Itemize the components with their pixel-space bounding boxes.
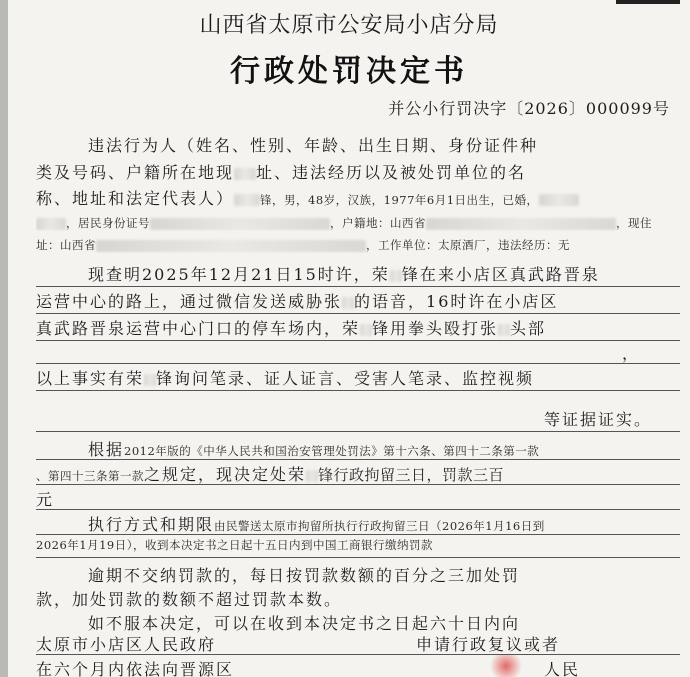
exec-l1b: 由民警送太原市拘留所执行行政拘留三日（2026年1月16日到 — [214, 519, 545, 533]
facts-line-6 — [36, 407, 680, 432]
appeal-l2a: 太原市小店区人民政府 — [36, 635, 217, 654]
facts-line-2 — [36, 289, 680, 314]
person-line-4a-text: ，居民身份证号 — [66, 216, 150, 230]
facts-line-4 — [36, 341, 680, 364]
facts-l1b: 锋在来小店区真武路晋泉 — [401, 265, 600, 284]
basis-line-1 — [36, 437, 680, 460]
redacted-address — [96, 240, 366, 252]
basis-l2a: 、第四十三条第一款 — [36, 469, 144, 483]
facts-line-1 — [36, 262, 680, 287]
appeal-line-1: 如不服本决定，可以在收到本决定书之日起六十日内向 — [88, 614, 521, 633]
issuing-office: 山西省太原市公安局小店分局 — [199, 13, 499, 38]
appeal-line-2 — [36, 632, 680, 655]
exec-line-2 — [36, 537, 680, 558]
redacted-text — [234, 168, 256, 180]
facts-l2b: 的语音，16时许在小店区 — [354, 292, 559, 311]
person-line-5a-text: 址：山西省 — [36, 238, 96, 252]
facts-l5b: 锋询问笔录、证人证言、受害人笔录、监控视频 — [156, 369, 535, 388]
redacted-text — [539, 194, 579, 206]
document-number: 并公小行罚决字〔2026〕000099号 — [388, 99, 670, 118]
person-line-4c-text: ，现住 — [616, 216, 652, 230]
person-line-4b-text: ，户籍地：山西省 — [330, 216, 426, 230]
redacted-text — [36, 218, 66, 230]
penalty-line-1: 逾期不交纳罚款的，每日按罚款数额的百分之三加处罚 — [88, 566, 521, 585]
person-line-3-text: 称、地址和法定代表人） — [36, 189, 235, 208]
appeal-line-3 — [36, 657, 680, 677]
person-line-5b-text: ，工作单位：太原酒厂，违法经历：无 — [366, 238, 570, 252]
facts-line-3 — [36, 316, 680, 341]
exec-l1a: 执行方式和期限 — [88, 515, 215, 534]
exec-l2: 2026年1月19日），收到本决定书之日起十五日内到中国工商银行缴纳罚款 — [36, 538, 433, 552]
appeal-l3a: 在六个月内依法向晋源区 — [36, 660, 235, 677]
person-line-2-text: 类及号码、户籍所在地现 — [36, 163, 235, 182]
facts-line-5 — [36, 366, 680, 391]
red-seal-stamp — [486, 655, 526, 677]
basis-l2b: 之规定，现决定处荣 — [144, 465, 307, 484]
redacted-text — [144, 374, 156, 386]
facts-l3: 真武路晋泉运营中心门口的停车场内，荣 — [36, 319, 361, 338]
redacted-text — [306, 470, 318, 482]
facts-l3b: 锋用拳头殴打张 — [372, 319, 499, 338]
person-line-2b-text: 址、违法经历以及被处罚单位的名 — [256, 163, 527, 182]
facts-l1: 现查明2025年12月21日15时许，荣 — [88, 265, 390, 284]
redacted-address — [426, 218, 616, 230]
penalty-line-2: 款，加处罚款的数额不超过罚款本数。 — [36, 590, 343, 609]
facts-l5: 以上事实有荣 — [36, 369, 145, 388]
basis-line-2 — [36, 462, 680, 485]
exec-line-1 — [36, 512, 680, 535]
facts-l3c: 头部 — [510, 319, 547, 338]
basis-l3: 元 — [36, 490, 55, 509]
appeal-l3b: 人民 — [544, 660, 581, 677]
redacted-name — [234, 194, 260, 206]
person-line-5 — [36, 237, 690, 253]
redacted-id-number — [150, 218, 330, 230]
person-line-3 — [36, 186, 690, 209]
appeal-l2b: 申请行政复议或者 — [416, 635, 561, 654]
person-line-2 — [36, 160, 690, 183]
redacted-text — [342, 297, 354, 309]
basis-l1b: 2012年版的《中华人民共和国治安管理处罚法》第十六条、第四十二条第一款 — [124, 444, 540, 458]
person-line-3b-text: 锋，男，48岁，汉族，1977年6月1日出生，已婚， — [260, 193, 539, 207]
decision-document — [8, 0, 690, 677]
redacted-text — [498, 324, 510, 336]
basis-l1a: 根据 — [88, 440, 125, 459]
facts-l2: 运营中心的路上，通过微信发送威胁张 — [36, 292, 343, 311]
person-line-4 — [36, 215, 690, 231]
basis-line-3 — [36, 487, 680, 510]
redacted-text — [360, 324, 372, 336]
facts-l6: 等证据证实。 — [543, 410, 652, 429]
top-edge-mark — [616, 0, 680, 4]
facts-l4: ， — [621, 344, 640, 363]
document-title: 行政处罚决定书 — [230, 54, 468, 89]
redacted-text — [390, 270, 402, 282]
basis-l2c: 锋行政拘留三日，罚款三百 — [318, 466, 505, 484]
person-line-1: 违法行为人（姓名、性别、年龄、出生日期、身份证件种 — [88, 136, 539, 155]
